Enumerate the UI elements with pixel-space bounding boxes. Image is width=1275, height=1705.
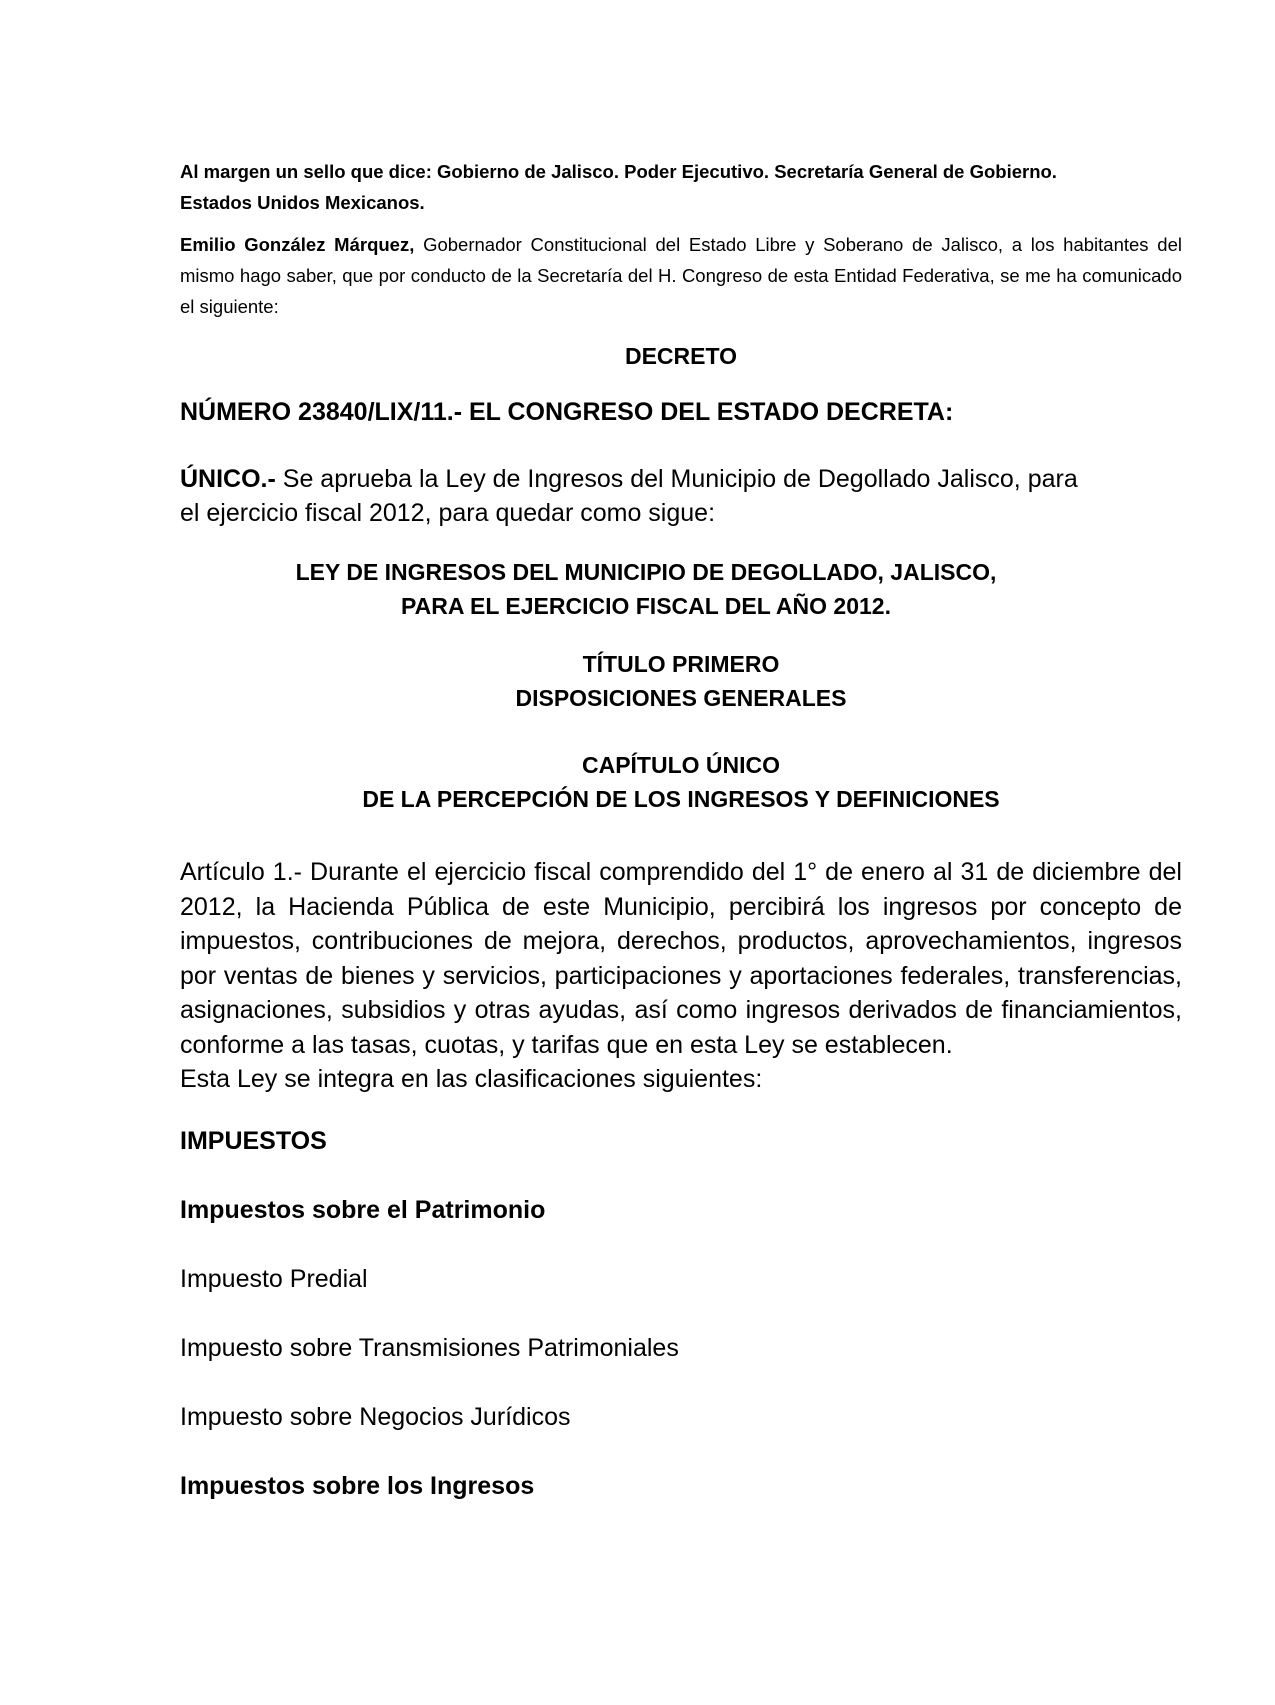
list-item: Impuesto sobre Transmisiones Patrimoniales bbox=[180, 1334, 679, 1362]
intro-paragraph bbox=[180, 229, 1182, 322]
law-title-line-1: LEY DE INGRESOS DEL MUNICIPIO DE DEGOLLADO, JALISCO, bbox=[295, 559, 997, 585]
intro-text: Gobernador Constitucional del Estado Libre y Soberano de Jalisco, a los habitantes del mismo hago saber, que por conducto de la Secretaría del H. Congreso de esta Entidad Federativa, se me ha comunicado el siguiente: bbox=[180, 234, 1182, 317]
decree-number: NÚMERO 23840/LIX/11.- EL CONGRESO DEL ESTADO DECRETA: bbox=[180, 398, 954, 426]
unico-paragraph bbox=[180, 462, 1182, 530]
chapter-line-2: DE LA PERCEPCIÓN DE LOS INGRESOS Y DEFINICIONES bbox=[362, 786, 1000, 812]
list-item: Impuesto Predial bbox=[180, 1265, 368, 1293]
seal-note-line-2: Estados Unidos Mexicanos. bbox=[180, 192, 425, 213]
title-section-line-1: TÍTULO PRIMERO bbox=[582, 651, 780, 677]
ingresos-heading: Impuestos sobre los Ingresos bbox=[180, 1472, 535, 1500]
list-item: Impuesto sobre Negocios Jurídicos bbox=[180, 1403, 571, 1431]
impuestos-heading: IMPUESTOS bbox=[180, 1127, 327, 1155]
article-1-body: Artículo 1.- Durante el ejercicio fiscal comprendido del 1° de enero al 31 de diciembre del 2012, la Hacienda Pública de este Municipio, percibirá los ingresos por concepto de impuestos, contribuciones de mejora, derechos, productos, aprovechamientos, ingresos por ventas de bienes y servicios, participaciones y aportaciones federales, transferencias, asignaciones, subsidios y otras ayudas, así como ingresos derivados de financiamientos, conforme a las tasas, cuotas, y tarifas que en esta Ley se establecen. bbox=[180, 858, 1182, 1059]
title-section-line-2: DISPOSICIONES GENERALES bbox=[515, 685, 847, 711]
governor-name: Emilio González Márquez, bbox=[180, 234, 415, 255]
unico-line-1: Se aprueba la Ley de Ingresos del Municipio de Degollado Jalisco, para bbox=[282, 465, 1078, 493]
unico-line-2: el ejercicio fiscal 2012, para quedar como sigue: bbox=[180, 499, 716, 527]
unico-label: ÚNICO.- bbox=[180, 465, 276, 493]
title-section bbox=[180, 647, 1182, 715]
law-title bbox=[180, 555, 1112, 623]
article-1-last-line: Esta Ley se integra en las clasificaciones siguientes: bbox=[180, 1065, 763, 1093]
chapter-line-1: CAPÍTULO ÚNICO bbox=[581, 752, 781, 778]
decree-title: DECRETO bbox=[624, 343, 738, 369]
chapter-heading bbox=[180, 748, 1182, 816]
seal-note-line-1: Al margen un sello que dice: Gobierno de Jalisco. Poder Ejecutivo. Secretaría General de Gobierno. bbox=[180, 161, 1057, 182]
article-1 bbox=[180, 855, 1182, 1096]
patrimonio-heading: Impuestos sobre el Patrimonio bbox=[180, 1196, 546, 1224]
law-title-line-2: PARA EL EJERCICIO FISCAL DEL AÑO 2012. bbox=[401, 593, 891, 619]
seal-note bbox=[180, 156, 1182, 218]
